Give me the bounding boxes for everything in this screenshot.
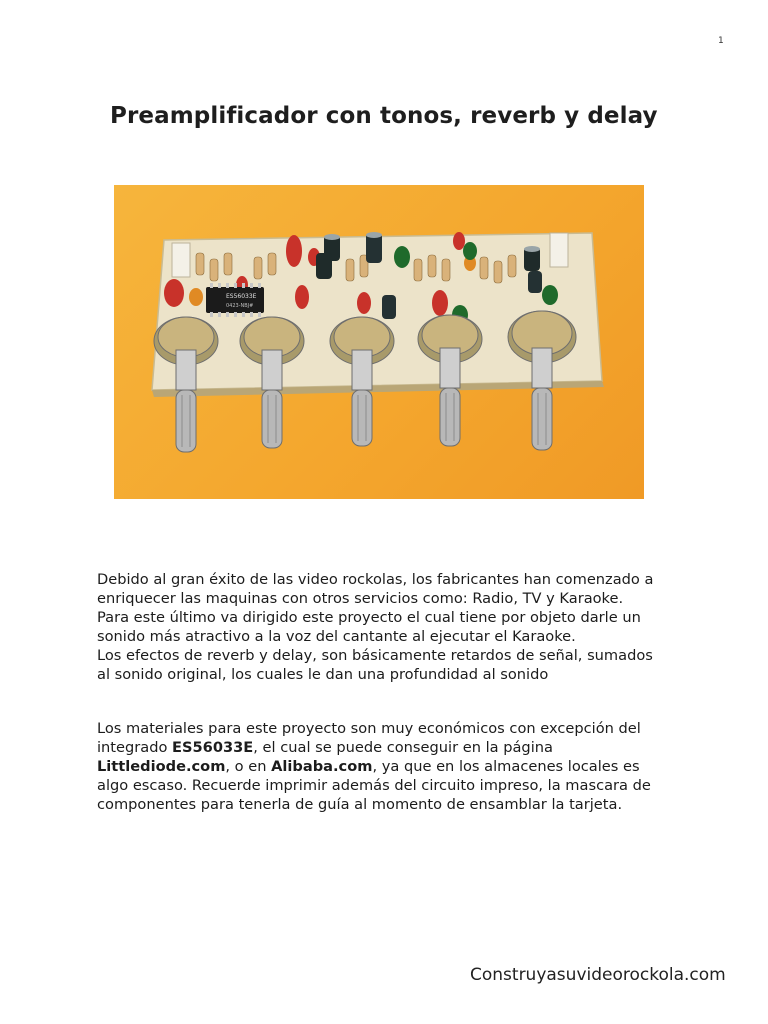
paragraph-line: enriquecer las maquinas con otros servicios como: Radio, TV y Karaoke. [97, 590, 624, 607]
paragraph-line: componentes para tenerla de guía al momento de ensamblar la tarjeta. [97, 796, 623, 813]
connector-right [550, 233, 568, 267]
text-segment: integrado [97, 739, 173, 756]
paragraph-line [97, 757, 697, 776]
paragraph-line [97, 738, 697, 757]
paragraph-line: algo escaso. Recuerde imprimir además del circuito impreso, la mascara de [97, 777, 651, 794]
paragraph-line: al sonido original, los cuales le dan una profundidad al sonido [97, 666, 549, 683]
chip-model-name: ES56033E [172, 739, 254, 756]
text-segment: , el cual se puede conseguir en la página [253, 739, 553, 756]
chip-label: ES56033E [226, 293, 257, 300]
circuit-board-photo [114, 185, 644, 499]
paragraph-line: Para este último va dirigido este proyecto el cual tiene por objeto darle un [97, 609, 641, 626]
materials-paragraph [97, 719, 697, 814]
footer-website: Construyasuvideorockola.com [470, 965, 726, 985]
connector-left [172, 243, 190, 277]
paragraph-line: Debido al gran éxito de las video rockolas, los fabricantes han comenzado a [97, 571, 654, 588]
text-segment: , ya que en los almacenes locales es [372, 758, 640, 775]
document-title: Preamplificador con tonos, reverb y delay [110, 103, 658, 129]
supplier-littlediode: Littlediode.com [97, 758, 226, 775]
chip-code: 0423-NBJ# [226, 303, 254, 309]
supplier-alibaba: Alibaba.com [271, 758, 373, 775]
text-segment: , o en [225, 758, 272, 775]
paragraph-line: Los materiales para este proyecto son muy económicos con excepción del [97, 720, 641, 737]
paragraph-line: Los efectos de reverb y delay, son básicamente retardos de señal, sumados [97, 647, 653, 664]
ic-chip [206, 283, 264, 317]
intro-paragraph [97, 570, 697, 684]
paragraph-line: sonido más atractivo a la voz del cantante al ejecutar el Karaoke. [97, 628, 576, 645]
page-number: 1 [718, 36, 724, 46]
